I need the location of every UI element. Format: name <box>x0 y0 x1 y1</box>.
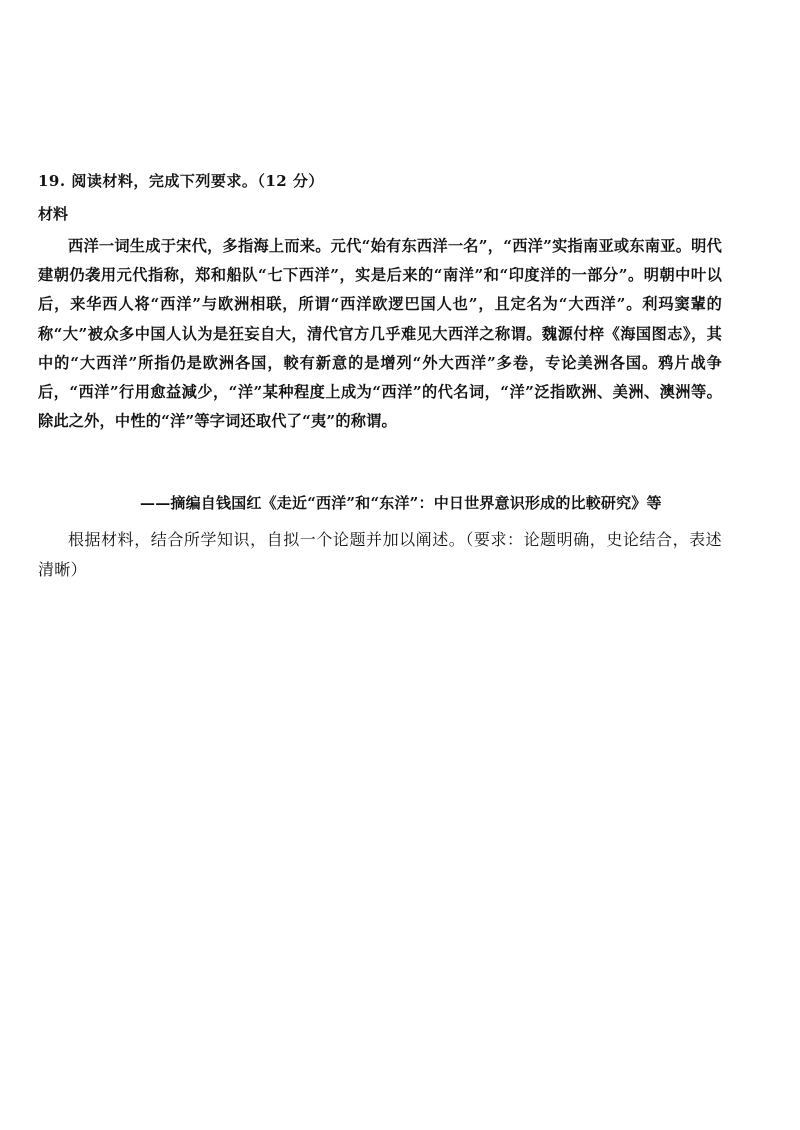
question-task: 根据材料，结合所学知识，自拟一个论题并加以阐述。（要求：论题明确，史论结合，表述清晰） <box>38 530 722 579</box>
material-text: 西洋一词生成于宋代，多指海上而来。元代“始有东西洋一名”，“西洋”实指南亚或东南亚。明代建朝仍袭用元代指称，郑和船队“七下西洋”，实是后来的“南洋”和“印度洋的一部分”。明朝中叶以后，来华西人将“西洋”与欧洲相联，所谓“西洋欧逻巴国人也”，且定名为“大西洋”。利玛窦輩的称“大”被众多中国人认为是狂妄自大，清代官方几乎难见大西洋之称谓。魏源付梓《海国图志》，其中的“大西洋”所指仍是欧洲各国，較有新意的是增列“外大西洋”多卷，专论美洲各国。鸦片战争后，“西洋”行用愈益減少，“洋”某种程度上成为“西洋”的代名词，“洋”泛指欧洲、美洲、澳洲等。除此之外，中性的“洋”等字词还取代了“夷”的称谓。 <box>38 237 722 431</box>
question-header: 19. 阅读材料，完成下列要求。（12 分） <box>38 172 324 190</box>
material-label: 材料 <box>38 205 69 223</box>
material-source: ——摘编自钱国红《走近“西洋”和“东洋”：中日世界意识形成的比較研究》等 <box>140 494 662 512</box>
